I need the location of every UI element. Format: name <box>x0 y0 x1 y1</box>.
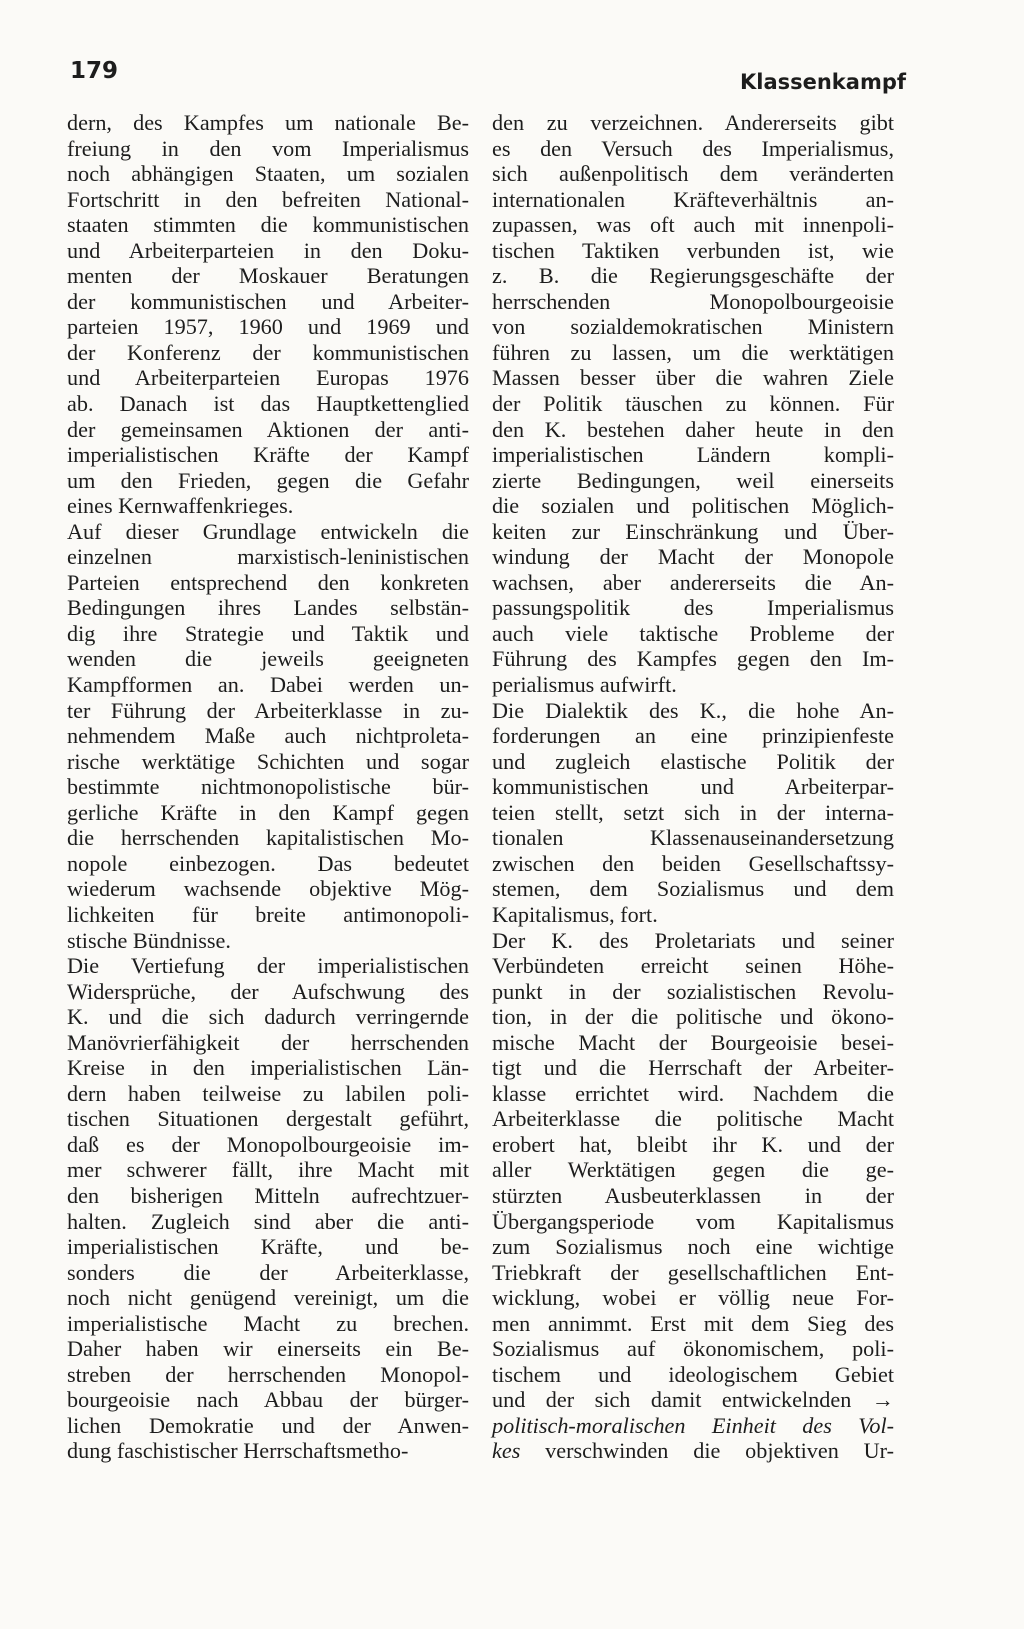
left-column <box>67 110 469 1464</box>
text-line: nopole einbezogen. Das bedeutet <box>67 850 469 876</box>
text-line: Bedingungen ihres Landes selbstän- <box>67 595 469 621</box>
text-line: imperialistischen Kräfte, und be- <box>67 1234 469 1260</box>
text-line: der kommunistischen und Arbeiter- <box>67 288 469 314</box>
text-line: Kapitalismus, fort. <box>492 901 658 927</box>
text-line: Arbeiterklasse die politische Macht <box>492 1106 894 1132</box>
text-line: eines Kernwaffenkrieges. <box>67 493 294 519</box>
text-line: Daher haben wir einerseits ein Be- <box>67 1336 469 1362</box>
text-line: stürzten Ausbeuterklassen in der <box>492 1182 894 1208</box>
text-line: dern, des Kampfes um nationale Be- <box>67 110 469 135</box>
text-line: z. B. die Regierungsgeschäfte der <box>492 263 894 289</box>
text-line: stemen, dem Sozialismus und dem <box>492 876 894 902</box>
text-line: windung der Macht der Monopole <box>492 544 894 570</box>
text-line: der Politik täuschen zu können. Für <box>492 391 894 417</box>
text-fragment: verschwinden die objektiven Ur- <box>520 1438 894 1464</box>
text-line: den zu verzeichnen. Andererseits gibt <box>492 110 894 135</box>
text-line: imperialistischen Ländern kompli- <box>492 442 894 468</box>
text-line: sonders die der Arbeiterklasse, <box>67 1259 469 1285</box>
text-line: ab. Danach ist das Hauptkettenglied <box>67 391 469 417</box>
text-line: und zugleich elastische Politik der <box>492 748 894 774</box>
text-line: zupassen, was oft auch mit innenpoli- <box>492 212 894 238</box>
right-column <box>492 110 894 1464</box>
text-line: tischen Situationen dergestalt geführt, <box>67 1106 469 1132</box>
text-line: zierte Bedingungen, weil einerseits <box>492 467 894 493</box>
text-line: einzelnen marxistisch-leninistischen <box>67 544 469 570</box>
text-line: menten der Moskauer Beratungen <box>67 263 469 289</box>
text-line: Die Dialektik des K., die hohe An- <box>492 697 894 723</box>
text-line: internationalen Kräfteverhältnis an- <box>492 186 894 212</box>
text-line: Triebkraft der gesellschaftlichen Ent- <box>492 1259 894 1285</box>
text-line: stische Bündnisse. <box>67 927 231 953</box>
text-line: mer schwerer fällt, ihre Macht mit <box>67 1157 469 1183</box>
text-line: Massen besser über die wahren Ziele <box>492 365 894 391</box>
text-line: Parteien entsprechend den konkreten <box>67 569 469 595</box>
text-line: der Konferenz der kommunistischen <box>67 339 469 365</box>
text-line: wachsen, aber andererseits die An- <box>492 569 894 595</box>
text-line: tigt und die Herrschaft der Arbeiter- <box>492 1055 894 1081</box>
text-line: Auf dieser Grundlage entwickeln die <box>67 518 469 544</box>
text-line: Manövrierfähigkeit der herrschenden <box>67 1029 469 1055</box>
text-line: dung faschistischer Herrschaftsmetho- <box>67 1438 409 1464</box>
text-line: dern haben teilweise zu labilen poli- <box>67 1080 469 1106</box>
text-line: der gemeinsamen Aktionen der anti- <box>67 416 469 442</box>
text-line: und Arbeiterparteien in den Doku- <box>67 237 469 263</box>
text-line: führen zu lassen, um die werktätigen <box>492 339 894 365</box>
text-line: punkt in der sozialistischen Revolu- <box>492 978 894 1004</box>
text-line: Verbündeten erreicht seinen Höhe- <box>492 953 894 979</box>
text-line: kommunistischen und Arbeiterpar- <box>492 774 894 800</box>
text-line: keiten zur Einschränkung und Über- <box>492 518 894 544</box>
text-line: noch abhängigen Staaten, um sozialen <box>67 161 469 187</box>
text-line: teien stellt, setzt sich in der interna- <box>492 799 894 825</box>
text-line: imperialistische Macht zu brechen. <box>67 1310 469 1336</box>
text-line: von sozialdemokratischen Ministern <box>492 314 894 340</box>
text-line: klasse errichtet wird. Nachdem die <box>492 1080 894 1106</box>
text-line: zum Sozialismus noch eine wichtige <box>492 1234 894 1260</box>
text-line: perialismus aufwirft. <box>492 672 677 698</box>
text-line: dig ihre Strategie und Taktik und <box>67 620 469 646</box>
text-line: Der K. des Proletariats und seiner <box>492 927 894 953</box>
text-line: halten. Zugleich sind aber die anti- <box>67 1208 469 1234</box>
text-line: Übergangsperiode vom Kapitalismus <box>492 1208 894 1234</box>
text-line: tion, in der die politische und ökono- <box>492 1004 894 1030</box>
text-line: die herrschenden kapitalistischen Mo- <box>67 825 469 851</box>
text-line: men annimmt. Erst mit dem Sieg des <box>492 1310 894 1336</box>
text-line: staaten stimmten die kommunistischen <box>67 212 469 238</box>
text-line <box>492 1438 894 1464</box>
text-line: lichen Demokratie und der Anwen- <box>67 1412 469 1438</box>
text-line: Kampfformen an. Dabei werden un- <box>67 672 469 698</box>
text-line: Widersprüche, der Aufschwung des <box>67 978 469 1004</box>
running-head: Klassenkampf <box>739 70 906 94</box>
text-line: mische Macht der Bourgeoisie besei- <box>492 1029 894 1055</box>
text-line: streben der herrschenden Monopol- <box>67 1361 469 1387</box>
text-line: politisch-moralischen Einheit des Vol- <box>492 1412 894 1438</box>
text-line: und Arbeiterparteien Europas 1976 <box>67 365 469 391</box>
page-number: 179 <box>70 58 119 84</box>
text-line: bestimmte nichtmonopolistische bür- <box>67 774 469 800</box>
text-line: den bisherigen Mitteln aufrechtzuer- <box>67 1182 469 1208</box>
text-line: K. und die sich dadurch verringernde <box>67 1004 469 1030</box>
text-line: Die Vertiefung der imperialistischen <box>67 953 469 979</box>
text-line: parteien 1957, 1960 und 1969 und <box>67 314 469 340</box>
text-line: Führung des Kampfes gegen den Im- <box>492 646 894 672</box>
text-line: den K. bestehen daher heute in den <box>492 416 894 442</box>
text-line: tischen Taktiken verbunden ist, wie <box>492 237 894 263</box>
text-line: es den Versuch des Imperialismus, <box>492 135 894 161</box>
text-line: rische werktätige Schichten und sogar <box>67 748 469 774</box>
text-line: noch nicht genügend vereinigt, um die <box>67 1285 469 1311</box>
text-line: nehmendem Maße auch nichtproleta- <box>67 723 469 749</box>
text-line: ter Führung der Arbeiterklasse in zu- <box>67 697 469 723</box>
text-line: wicklung, wobei er völlig neue For- <box>492 1285 894 1311</box>
text-line: tionalen Klassenauseinandersetzung <box>492 825 894 851</box>
text-line: gerliche Kräfte in den Kampf gegen <box>67 799 469 825</box>
text-line: um den Frieden, gegen die Gefahr <box>67 467 469 493</box>
text-line: daß es der Monopolbourgeoisie im- <box>67 1131 469 1157</box>
text-line: auch viele taktische Probleme der <box>492 620 894 646</box>
text-line: imperialistischen Kräfte der Kampf <box>67 442 469 468</box>
text-line: und der sich damit entwickelnden → <box>492 1387 894 1413</box>
text-line: herrschenden Monopolbourgeoisie <box>492 288 894 314</box>
text-line: erobert hat, bleibt ihr K. und der <box>492 1131 894 1157</box>
text-line: bourgeoisie nach Abbau der bürger- <box>67 1387 469 1413</box>
text-line: Sozialismus auf ökonomischem, poli- <box>492 1336 894 1362</box>
text-line: passungspolitik des Imperialismus <box>492 595 894 621</box>
text-line: aller Werktätigen gegen die ge- <box>492 1157 894 1183</box>
text-line: forderungen an eine prinzipienfeste <box>492 723 894 749</box>
text-line: zwischen den beiden Gesellschaftssy- <box>492 850 894 876</box>
text-line: tischem und ideologischem Gebiet <box>492 1361 894 1387</box>
text-line: lichkeiten für breite antimonopoli- <box>67 901 469 927</box>
italic-fragment: kes <box>492 1438 521 1464</box>
text-line: Fortschritt in den befreiten National- <box>67 186 469 212</box>
text-line: die sozialen und politischen Möglich- <box>492 493 894 519</box>
text-line: sich außenpolitisch dem veränderten <box>492 161 894 187</box>
text-line: wenden die jeweils geeigneten <box>67 646 469 672</box>
text-line: wiederum wachsende objektive Mög- <box>67 876 469 902</box>
text-line: Kreise in den imperialistischen Län- <box>67 1055 469 1081</box>
text-line: freiung in den vom Imperialismus <box>67 135 469 161</box>
